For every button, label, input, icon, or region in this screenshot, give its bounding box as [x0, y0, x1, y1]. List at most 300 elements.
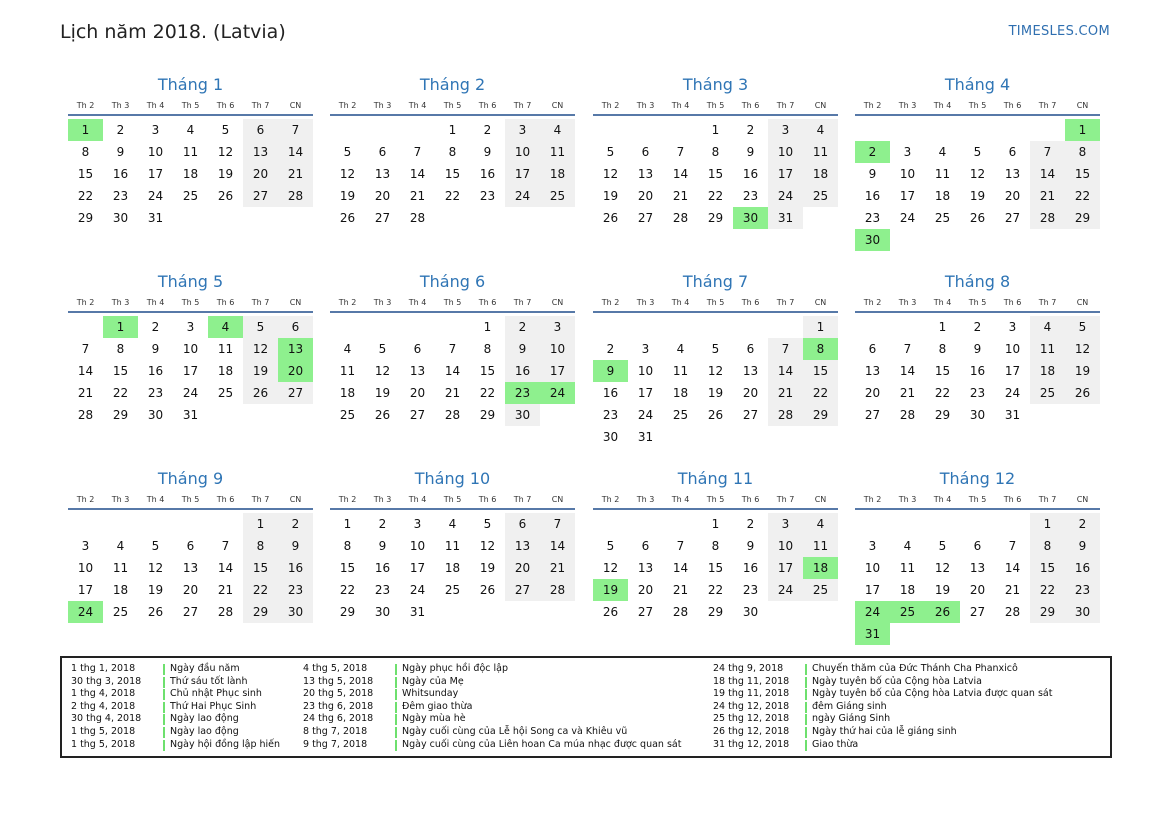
day-cell: 12 — [1065, 338, 1100, 360]
holiday-date: 4 thg 5, 2018 — [303, 663, 368, 674]
day-cell: 2 — [746, 123, 755, 137]
weekday-label: Th 5 — [181, 298, 200, 307]
day-cell: 7 — [540, 513, 575, 535]
day-cell: 4 — [1030, 316, 1065, 338]
day-cell: 3 — [768, 119, 803, 141]
day-cell: 25 — [803, 185, 838, 207]
holiday-marker — [805, 740, 807, 751]
day-cell: 24 — [409, 583, 426, 597]
day-cell: 18 — [1030, 360, 1065, 382]
holiday-name: Ngày lao động — [170, 713, 239, 725]
empty-cell — [68, 513, 103, 535]
empty-cell — [365, 119, 400, 141]
day-cell: 6 — [1008, 145, 1017, 159]
day-cell: 15 — [77, 167, 94, 181]
day-grid — [68, 316, 313, 426]
holiday-marker — [163, 740, 165, 751]
weekday-label: Th 3 — [898, 101, 917, 110]
month-2 — [330, 74, 575, 229]
day-cell: 5 — [378, 342, 387, 356]
day-cell: 24 — [182, 386, 199, 400]
day-cell: 28 — [1004, 605, 1021, 619]
holiday-marker — [805, 664, 807, 675]
day-cell: 18 — [182, 167, 199, 181]
day-cell: 8 — [803, 338, 838, 360]
day-cell: 4 — [186, 123, 195, 137]
day-cell: 9 — [746, 539, 755, 553]
brand-link[interactable]: TIMESLES.COM — [1008, 24, 1110, 39]
empty-cell — [400, 119, 435, 141]
day-cell: 28 — [768, 404, 803, 426]
day-cell: 12 — [147, 561, 164, 575]
day-cell: 28 — [672, 211, 689, 225]
day-cell: 25 — [444, 583, 461, 597]
weekday-label: Th 3 — [111, 298, 130, 307]
day-cell: 26 — [479, 583, 496, 597]
day-cell: 13 — [637, 561, 654, 575]
day-cell: 9 — [278, 535, 313, 557]
day-cell: 6 — [505, 513, 540, 535]
day-cell: 16 — [278, 557, 313, 579]
holiday-marker — [395, 702, 397, 713]
day-cell: 29 — [1065, 207, 1100, 229]
day-cell: 23 — [1065, 579, 1100, 601]
day-cell: 14 — [77, 364, 94, 378]
day-cell: 12 — [602, 167, 619, 181]
holiday-name: Đêm giao thừa — [402, 700, 473, 712]
day-cell: 9 — [746, 145, 755, 159]
day-cell: 29 — [934, 408, 951, 422]
day-cell: 24 — [147, 189, 164, 203]
day-cell: 31 — [1004, 408, 1021, 422]
day-cell: 29 — [479, 408, 496, 422]
day-cell: 24 — [768, 579, 803, 601]
day-cell: 30 — [733, 207, 768, 229]
day-cell: 4 — [208, 316, 243, 338]
day-cell: 13 — [243, 141, 278, 163]
day-cell: 30 — [855, 229, 890, 251]
day-grid — [330, 513, 575, 623]
day-cell: 16 — [742, 167, 759, 181]
day-cell: 24 — [768, 185, 803, 207]
day-cell: 14 — [217, 561, 234, 575]
day-cell: 31 — [855, 623, 890, 645]
empty-cell — [208, 513, 243, 535]
day-cell: 10 — [147, 145, 164, 159]
holiday-date: 18 thg 11, 2018 — [713, 675, 790, 687]
day-cell: 4 — [903, 539, 912, 553]
empty-cell — [960, 513, 995, 535]
month-5 — [68, 271, 313, 426]
day-cell: 17 — [899, 189, 916, 203]
day-cell: 27 — [637, 605, 654, 619]
empty-cell — [733, 316, 768, 338]
weekday-label: Th 5 — [968, 101, 987, 110]
day-cell: 27 — [637, 211, 654, 225]
weekday-label: Th 6 — [741, 298, 760, 307]
day-cell: 9 — [593, 360, 628, 382]
weekday-label: Th 2 — [601, 298, 620, 307]
day-cell: 19 — [339, 189, 356, 203]
day-grid — [593, 316, 838, 448]
holiday-marker — [805, 714, 807, 725]
day-cell: 18 — [934, 189, 951, 203]
day-cell: 11 — [899, 561, 916, 575]
day-cell: 7 — [221, 539, 230, 553]
empty-cell — [173, 513, 208, 535]
legend-row — [71, 676, 280, 689]
day-cell: 21 — [540, 557, 575, 579]
day-cell: 7 — [676, 145, 685, 159]
day-cell: 22 — [444, 189, 461, 203]
month-name: Tháng 1 — [157, 75, 224, 94]
holiday-date: 19 thg 11, 2018 — [713, 688, 790, 700]
day-cell: 27 — [278, 382, 313, 404]
day-cell: 16 — [864, 189, 881, 203]
holiday-name: Ngày đầu năm — [170, 663, 240, 674]
weekday-label: Th 5 — [443, 298, 462, 307]
day-cell: 11 — [444, 539, 461, 553]
weekday-label: Th 7 — [1038, 298, 1057, 307]
weekday-label: Th 6 — [1003, 101, 1022, 110]
day-cell: 26 — [217, 189, 234, 203]
day-cell: 7 — [81, 342, 90, 356]
weekday-label: Th 3 — [111, 495, 130, 504]
empty-cell — [365, 316, 400, 338]
legend-row — [713, 713, 1052, 726]
weekday-label: CN — [551, 495, 564, 504]
day-cell: 26 — [925, 601, 960, 623]
holiday-name: Ngày phục hồi độc lập — [402, 663, 508, 674]
day-cell: 21 — [899, 386, 916, 400]
holiday-marker — [163, 677, 165, 688]
legend-row — [71, 701, 280, 714]
day-cell: 13 — [969, 561, 986, 575]
day-cell: 1 — [483, 320, 492, 334]
day-cell: 4 — [676, 342, 685, 356]
weekday-label: Th 4 — [408, 298, 427, 307]
day-cell: 13 — [374, 167, 391, 181]
day-cell: 26 — [339, 211, 356, 225]
day-cell: 6 — [746, 342, 755, 356]
weekday-label: Th 4 — [933, 298, 952, 307]
weekday-label: Th 6 — [741, 101, 760, 110]
day-cell: 12 — [479, 539, 496, 553]
day-cell: 29 — [707, 605, 724, 619]
day-cell: 6 — [186, 539, 195, 553]
weekday-label: Th 4 — [146, 298, 165, 307]
legend-row — [713, 663, 1052, 676]
day-cell: 7 — [448, 342, 457, 356]
weekday-label: Th 3 — [898, 495, 917, 504]
day-cell: 13 — [409, 364, 426, 378]
day-cell: 12 — [217, 145, 234, 159]
day-cell: 22 — [243, 579, 278, 601]
day-cell: 19 — [374, 386, 391, 400]
day-cell: 24 — [899, 211, 916, 225]
weekday-label: Th 5 — [706, 101, 725, 110]
empty-cell — [435, 316, 470, 338]
legend-row — [71, 713, 280, 726]
day-cell: 27 — [505, 579, 540, 601]
day-cell: 14 — [1004, 561, 1021, 575]
day-cell: 30 — [147, 408, 164, 422]
day-cell: 30 — [112, 211, 129, 225]
holiday-marker — [805, 702, 807, 713]
holiday-marker — [395, 727, 397, 738]
holiday-name: Ngày lao động — [170, 725, 239, 737]
day-cell: 22 — [803, 382, 838, 404]
day-cell: 6 — [378, 145, 387, 159]
day-cell: 2 — [278, 513, 313, 535]
day-cell: 16 — [479, 167, 496, 181]
day-cell: 13 — [1004, 167, 1021, 181]
weekday-label: CN — [814, 495, 827, 504]
day-cell: 14 — [672, 167, 689, 181]
day-cell: 22 — [112, 386, 129, 400]
empty-cell — [855, 316, 890, 338]
day-cell: 18 — [672, 386, 689, 400]
day-cell: 26 — [374, 408, 391, 422]
weekday-label: Th 2 — [601, 101, 620, 110]
day-cell: 16 — [742, 561, 759, 575]
day-cell: 5 — [711, 342, 720, 356]
day-cell: 22 — [1065, 185, 1100, 207]
empty-cell — [925, 513, 960, 535]
day-cell: 31 — [637, 430, 654, 444]
day-cell: 20 — [409, 386, 426, 400]
month-1 — [68, 74, 313, 229]
day-cell: 2 — [855, 141, 890, 163]
day-cell: 23 — [112, 189, 129, 203]
weekday-label: Th 3 — [373, 101, 392, 110]
day-cell: 11 — [803, 535, 838, 557]
day-cell: 22 — [707, 583, 724, 597]
day-cell: 1 — [68, 119, 103, 141]
day-cell: 23 — [864, 211, 881, 225]
weekday-header — [68, 490, 313, 510]
legend-row — [71, 739, 280, 752]
day-cell: 31 — [147, 211, 164, 225]
day-cell: 10 — [505, 141, 540, 163]
month-name: Tháng 3 — [682, 75, 749, 94]
day-cell: 3 — [868, 539, 877, 553]
holiday-marker — [163, 702, 165, 713]
holiday-date: 2 thg 4, 2018 — [71, 700, 136, 712]
day-cell: 5 — [483, 517, 492, 531]
day-cell: 11 — [1030, 338, 1065, 360]
day-cell: 20 — [864, 386, 881, 400]
weekday-label: CN — [551, 101, 564, 110]
weekday-label: Th 6 — [1003, 298, 1022, 307]
day-cell: 20 — [505, 557, 540, 579]
legend-row — [303, 713, 681, 726]
weekday-header — [593, 293, 838, 313]
day-cell: 28 — [1030, 207, 1065, 229]
month-name: Tháng 11 — [677, 469, 754, 488]
holiday-marker — [163, 664, 165, 675]
weekday-label: Th 4 — [933, 101, 952, 110]
day-cell: 5 — [243, 316, 278, 338]
day-cell: 22 — [707, 189, 724, 203]
day-cell: 19 — [1065, 360, 1100, 382]
month-name: Tháng 10 — [414, 469, 491, 488]
empty-cell — [855, 513, 890, 535]
weekday-label: CN — [1076, 495, 1089, 504]
day-cell: 19 — [934, 583, 951, 597]
month-8 — [855, 271, 1100, 426]
holiday-name: Ngày tuyên bố của Cộng hòa Latvia — [812, 675, 982, 687]
empty-cell — [890, 119, 925, 141]
day-grid — [855, 119, 1100, 251]
day-cell: 8 — [938, 342, 947, 356]
empty-cell — [890, 316, 925, 338]
day-grid — [68, 513, 313, 623]
weekday-label: CN — [1076, 101, 1089, 110]
holiday-date: 24 thg 6, 2018 — [303, 713, 374, 725]
holiday-name: Ngày cuối cùng của Liên hoan Ca múa nhạc được quan sát — [402, 738, 682, 750]
weekday-label: CN — [551, 298, 564, 307]
month-4 — [855, 74, 1100, 251]
day-cell: 10 — [768, 535, 803, 557]
weekday-header — [855, 293, 1100, 313]
day-cell: 19 — [217, 167, 234, 181]
day-cell: 29 — [243, 601, 278, 623]
day-cell: 10 — [768, 141, 803, 163]
day-cell: 10 — [77, 561, 94, 575]
day-cell: 3 — [151, 123, 160, 137]
day-cell: 29 — [707, 211, 724, 225]
weekday-label: Th 7 — [776, 101, 795, 110]
holiday-date: 30 thg 4, 2018 — [71, 713, 142, 725]
day-cell: 19 — [969, 189, 986, 203]
empty-cell — [400, 316, 435, 338]
day-cell: 7 — [1008, 539, 1017, 553]
day-cell: 7 — [903, 342, 912, 356]
month-11 — [593, 468, 838, 623]
holiday-marker — [805, 677, 807, 688]
holiday-date: 30 thg 3, 2018 — [71, 675, 142, 687]
day-cell: 3 — [903, 145, 912, 159]
weekday-label: Th 7 — [513, 101, 532, 110]
day-cell: 23 — [742, 189, 759, 203]
empty-cell — [593, 513, 628, 535]
holiday-legend — [60, 656, 1112, 758]
month-7 — [593, 271, 838, 448]
weekday-label: Th 3 — [373, 298, 392, 307]
day-cell: 6 — [278, 316, 313, 338]
month-name: Tháng 2 — [419, 75, 486, 94]
legend-row — [71, 726, 280, 739]
empty-cell — [995, 119, 1030, 141]
day-cell: 24 — [855, 601, 890, 623]
day-cell: 18 — [217, 364, 234, 378]
holiday-name: đêm Giáng sinh — [812, 700, 887, 712]
day-cell: 15 — [934, 364, 951, 378]
day-cell: 26 — [602, 211, 619, 225]
holiday-name: Ngày của Mẹ — [402, 675, 464, 687]
day-cell: 2 — [1065, 513, 1100, 535]
day-cell: 20 — [243, 163, 278, 185]
legend-row — [71, 688, 280, 701]
day-cell: 4 — [448, 517, 457, 531]
day-cell: 3 — [540, 316, 575, 338]
day-cell: 1 — [938, 320, 947, 334]
day-cell: 23 — [602, 408, 619, 422]
day-cell: 29 — [803, 404, 838, 426]
day-cell: 1 — [1030, 513, 1065, 535]
day-cell: 13 — [182, 561, 199, 575]
holiday-name: Whitsunday — [402, 688, 459, 700]
day-cell: 27 — [1004, 211, 1021, 225]
day-cell: 2 — [606, 342, 615, 356]
holiday-marker — [395, 714, 397, 725]
empty-cell — [698, 316, 733, 338]
weekday-label: Th 5 — [968, 298, 987, 307]
day-cell: 9 — [151, 342, 160, 356]
day-cell: 16 — [147, 364, 164, 378]
weekday-label: Th 6 — [216, 298, 235, 307]
day-cell: 5 — [221, 123, 230, 137]
day-cell: 20 — [742, 386, 759, 400]
weekday-label: Th 5 — [443, 101, 462, 110]
holiday-date: 26 thg 12, 2018 — [713, 725, 790, 737]
holiday-marker — [395, 689, 397, 700]
weekday-label: Th 3 — [111, 101, 130, 110]
day-cell: 8 — [343, 539, 352, 553]
day-cell: 18 — [899, 583, 916, 597]
weekday-label: CN — [289, 495, 302, 504]
month-name: Tháng 7 — [682, 272, 749, 291]
weekday-label: Th 6 — [216, 101, 235, 110]
month-9 — [68, 468, 313, 623]
day-cell: 2 — [973, 320, 982, 334]
holiday-name: Ngày hội đồng lập hiến — [170, 738, 281, 750]
legend-row — [303, 726, 681, 739]
day-cell: 31 — [768, 207, 803, 229]
legend-row — [713, 739, 1052, 752]
weekday-label: Th 7 — [251, 298, 270, 307]
legend-column — [303, 663, 681, 751]
day-cell: 28 — [409, 211, 426, 225]
legend-row — [713, 701, 1052, 714]
weekday-label: Th 2 — [76, 495, 95, 504]
day-cell: 9 — [1065, 535, 1100, 557]
holiday-marker — [163, 727, 165, 738]
day-cell: 9 — [868, 167, 877, 181]
day-cell: 17 — [409, 561, 426, 575]
weekday-label: Th 7 — [251, 495, 270, 504]
holiday-marker — [395, 664, 397, 675]
empty-cell — [1030, 119, 1065, 141]
weekday-header — [68, 96, 313, 116]
legend-row — [303, 663, 681, 676]
day-cell: 15 — [803, 360, 838, 382]
day-cell: 12 — [339, 167, 356, 181]
day-cell: 8 — [81, 145, 90, 159]
weekday-label: Th 3 — [636, 101, 655, 110]
day-cell: 27 — [864, 408, 881, 422]
day-cell: 31 — [182, 408, 199, 422]
weekday-label: Th 7 — [1038, 101, 1057, 110]
day-grid — [593, 119, 838, 229]
weekday-label: Th 5 — [706, 298, 725, 307]
month-name: Tháng 8 — [944, 272, 1011, 291]
day-cell: 17 — [505, 163, 540, 185]
month-name: Tháng 5 — [157, 272, 224, 291]
weekday-label: Th 3 — [373, 495, 392, 504]
day-cell: 14 — [899, 364, 916, 378]
